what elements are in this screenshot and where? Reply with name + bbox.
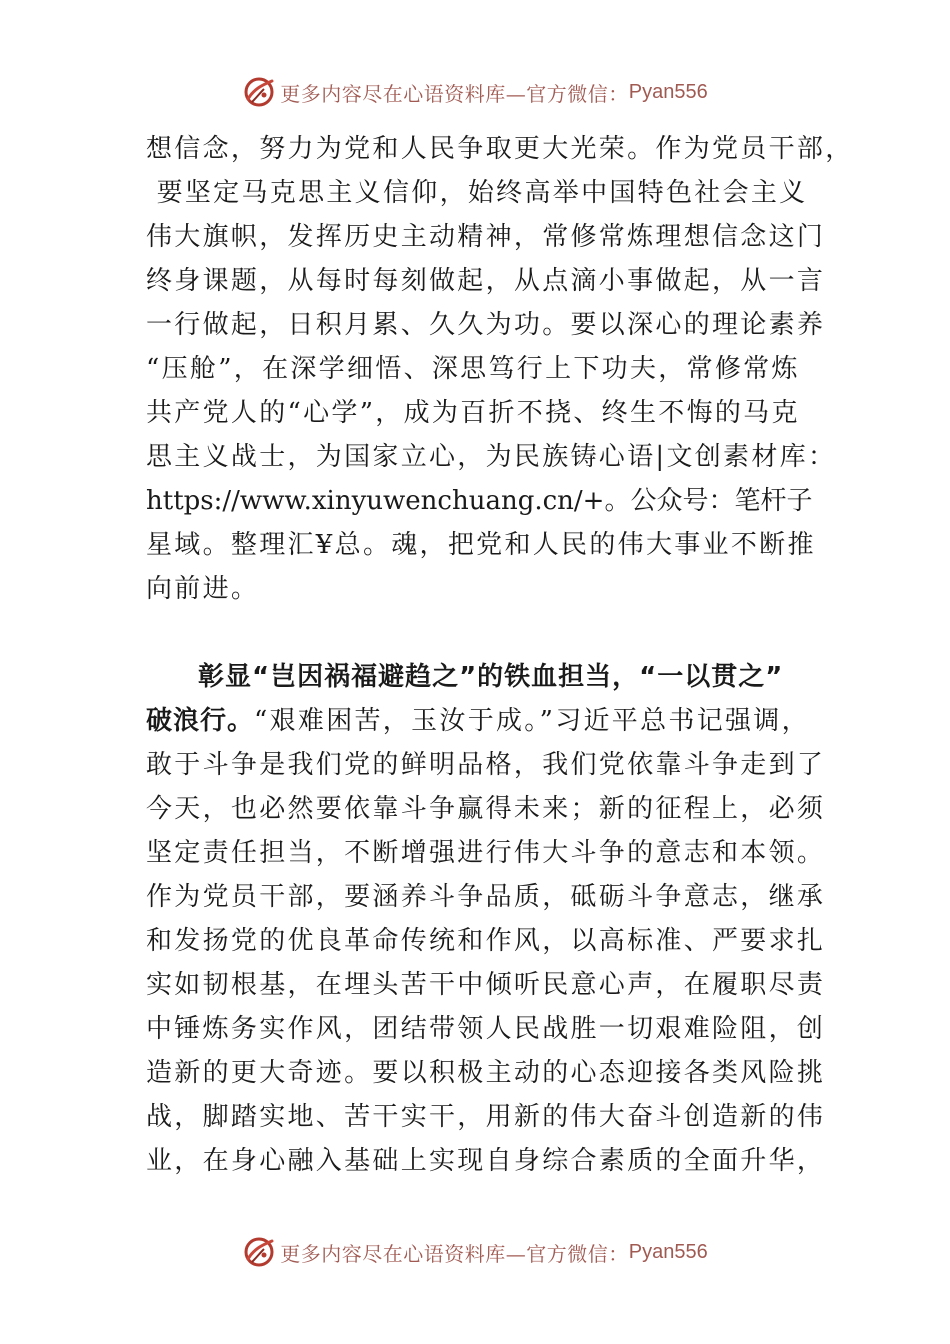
text-line: 业，在身心融入基础上实现自身综合素质的全面升华， bbox=[146, 1146, 826, 1176]
section-heading: 彰显“岂因祸福避趋之”的铁血担当，“一以贯之” bbox=[198, 662, 784, 692]
heading-continuation-line bbox=[146, 699, 836, 743]
text-line-url: https://www.xinyuwenchuang.cn/+。公众号：笔杆子 bbox=[146, 486, 813, 516]
text-line: 战，脚踏实地、苦干实干，用新的伟大奋斗创造新的伟 bbox=[146, 1102, 826, 1132]
text-line: 实如韧根基，在埋头苦干中倾听民意心声，在履职尽责 bbox=[146, 970, 826, 1000]
brush-logo-icon bbox=[242, 75, 276, 109]
text-line: “压舱”，在深学细悟、深思笃行上下功夫，常修常炼 bbox=[146, 354, 800, 384]
banner-wechat-id: Pyan556 bbox=[628, 80, 708, 103]
text-line: 造新的更大奇迹。要以积极主动的心态迎接各类风险挑 bbox=[146, 1058, 826, 1088]
quote-text: “艰难困苦，玉汝于成。”习近平总书记强调， bbox=[254, 706, 810, 736]
document-body bbox=[146, 127, 854, 1183]
text-line: 伟大旗帜，发挥历史主动精神，常修常炼理想信念这门 bbox=[146, 222, 826, 252]
text-line: 一行做起，日积月累、久久为功。要以深心的理论素养 bbox=[146, 310, 826, 340]
footer-banner bbox=[0, 1232, 950, 1272]
brush-logo-icon bbox=[242, 1235, 276, 1269]
paragraph-1 bbox=[146, 127, 854, 611]
text-line: 星域。整理汇¥总。魂，把党和人民的伟大事业不断推 bbox=[146, 530, 816, 560]
text-line: 中锤炼务实作风，团结带领人民战胜一切艰难险阻，创 bbox=[146, 1014, 826, 1044]
banner-text: 更多内容尽在心语资料库—官方微信： bbox=[280, 1241, 629, 1266]
banner-wechat-id: Pyan556 bbox=[628, 1240, 708, 1263]
banner-text: 更多内容尽在心语资料库—官方微信： bbox=[280, 81, 629, 106]
text-line: 坚定责任担当，不断增强进行伟大斗争的意志和本领。 bbox=[146, 838, 826, 868]
text-line: 共产党人的“心学”，成为百折不挠、终生不悔的马克 bbox=[146, 398, 800, 428]
text-line: 敢于斗争是我们党的鲜明品格，我们党依靠斗争走到了 bbox=[146, 750, 826, 780]
text-line: 要坚定马克思主义信仰，始终高举中国特色社会主义 bbox=[146, 178, 808, 208]
text-line: 作为党员干部，要涵养斗争品质，砥砺斗争意志，继承 bbox=[146, 882, 826, 912]
paragraph-gap bbox=[146, 611, 836, 655]
text-line: 终身课题，从每时每刻做起，从点滴小事做起，从一言 bbox=[146, 266, 826, 296]
section-heading-end: 破浪行。 bbox=[146, 706, 255, 736]
text-line: 今天，也必然要依靠斗争赢得未来；新的征程上，必须 bbox=[146, 794, 826, 824]
text-line: 想信念，努力为党和人民争取更大光荣。作为党员干部， bbox=[146, 134, 854, 164]
text-line: 思主义战士，为国家立心，为民族铸心语|文创素材库： bbox=[146, 442, 837, 472]
text-line: 和发扬党的优良革命传统和作风，以高标准、严要求扎 bbox=[146, 926, 826, 956]
header-banner bbox=[0, 72, 950, 112]
paragraph-2 bbox=[146, 655, 836, 1183]
text-line: 向前进。 bbox=[146, 574, 260, 604]
